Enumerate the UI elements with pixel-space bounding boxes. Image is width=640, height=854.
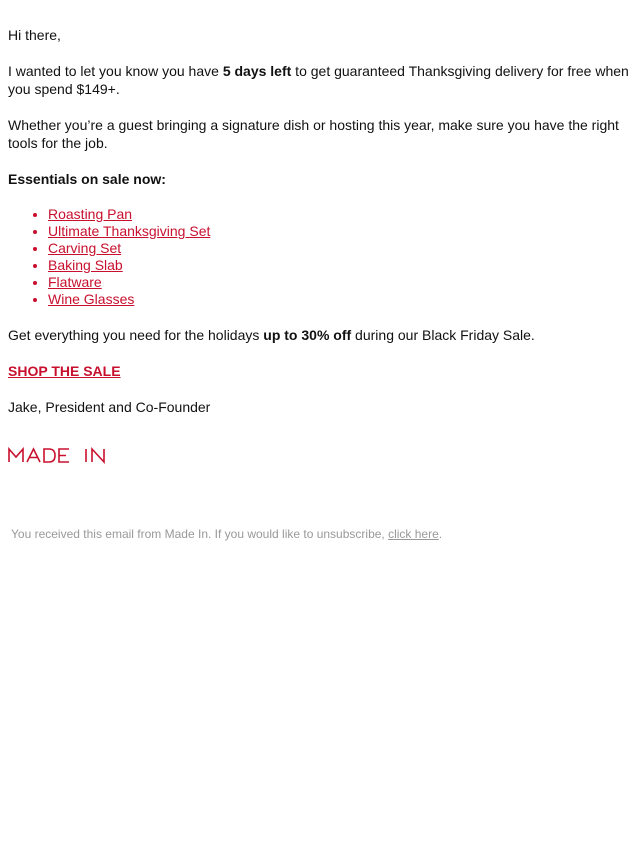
list-item [48,291,632,308]
sale-text-after: during our Black Friday Sale. [351,327,535,343]
sale-text-before: Get everything you need for the holidays [8,327,264,343]
hosting-paragraph: Whether you’re a guest bringing a signature dish or hosting this year, make sure you have the right tools for the job. [8,117,619,151]
product-link-baking-slab[interactable]: Baking Slab [48,257,123,273]
shop-the-sale-link[interactable]: SHOP THE SALE [8,363,121,379]
email-body [8,26,632,466]
essentials-heading [8,170,632,188]
product-link-carving-set[interactable]: Carving Set [48,240,122,256]
product-link-wine-glasses[interactable]: Wine Glasses [48,291,135,307]
cta-paragraph [8,362,632,380]
footer [11,526,442,542]
product-list [8,206,632,308]
made-in-logo-mark [8,446,108,466]
unsubscribe-link[interactable]: click here [388,527,439,541]
intro-text-before: I wanted to let you know you have [8,63,223,79]
product-link-ultimate-thanksgiving-set[interactable]: Ultimate Thanksgiving Set [48,223,211,239]
intro-paragraph [8,62,632,98]
footer-end: . [438,527,443,541]
greeting: Hi there, [8,27,61,43]
intro-text-after: to get guaranteed Thanksgiving delivery for free when you spend $149+. [8,63,629,97]
signature: Jake, President and Co-Founder [8,399,211,415]
essentials-heading-text: Essentials on sale now: [8,171,166,187]
list-item [48,240,632,257]
list-item [48,274,632,291]
list-item [48,257,632,274]
product-link-flatware[interactable]: Flatware [48,274,102,290]
days-left-highlight: 5 days left [222,63,292,79]
list-item [48,206,632,223]
made-in-logo [8,446,632,466]
discount-highlight: up to 30% off [263,327,352,343]
sale-paragraph [8,326,632,344]
list-item [48,223,632,240]
product-link-roasting-pan[interactable]: Roasting Pan [48,206,133,222]
footer-text: You received this email from Made In. If you would like to unsubscribe, [11,527,389,541]
